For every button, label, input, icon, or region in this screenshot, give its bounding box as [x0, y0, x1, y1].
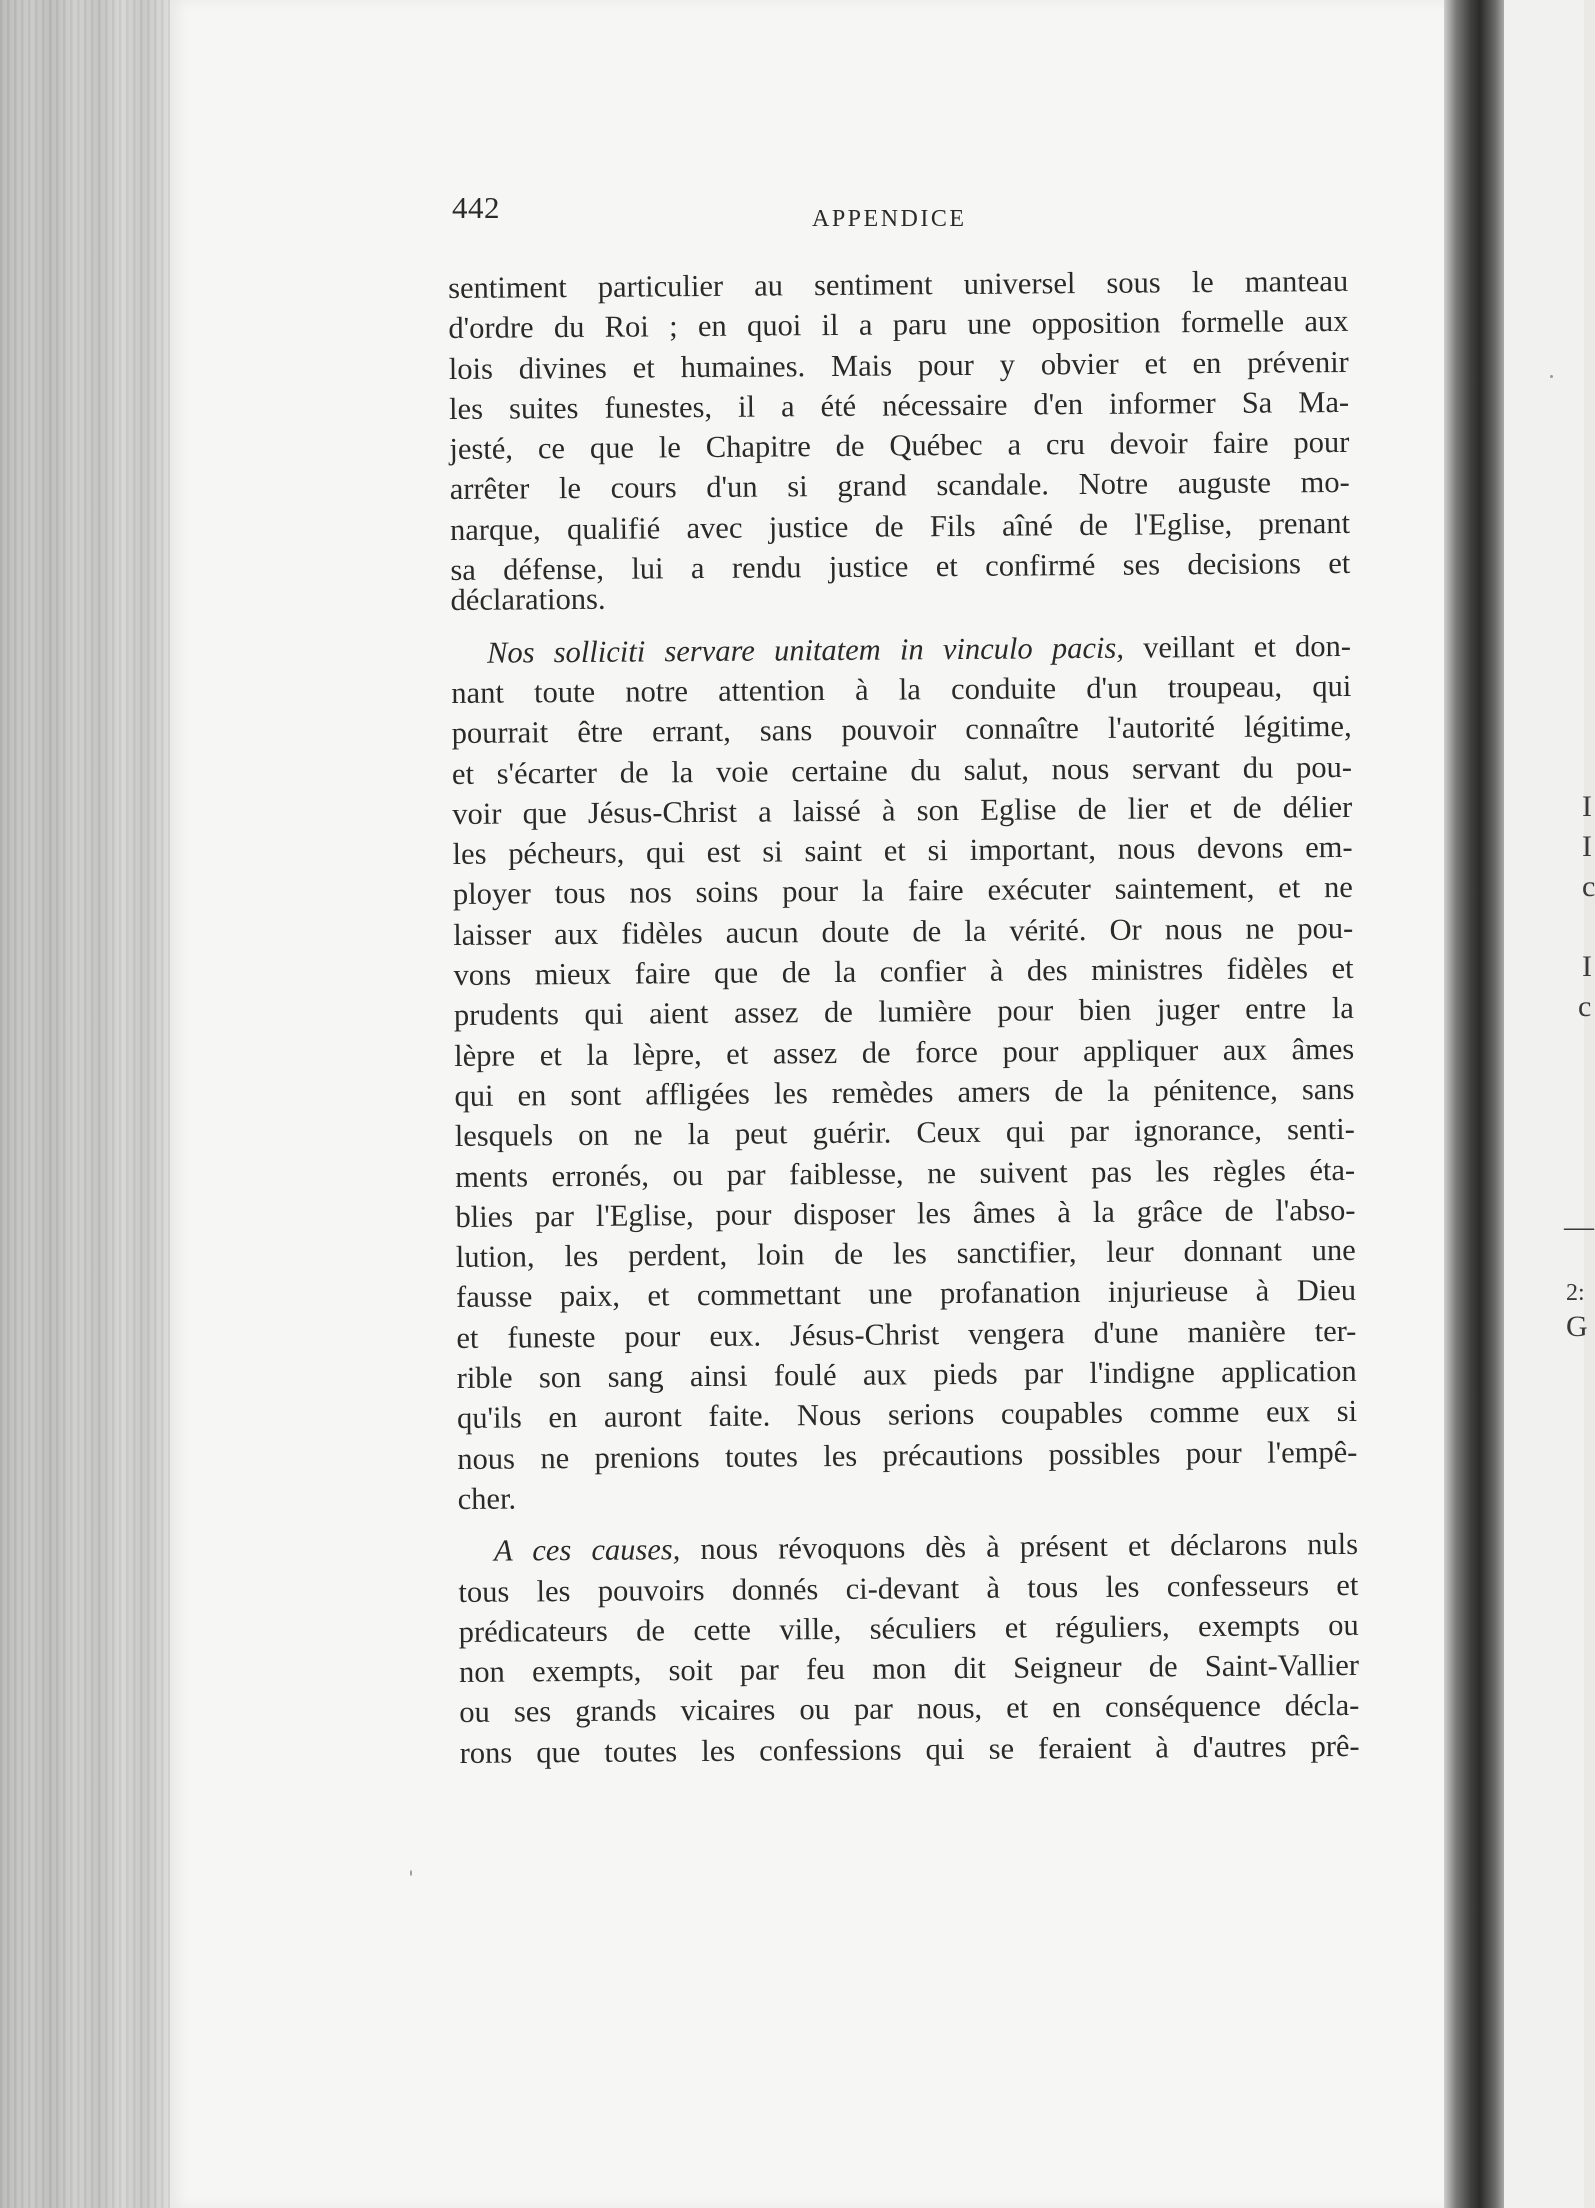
next-page-fragment: c [1578, 990, 1592, 1023]
text-line: d'ordre du Roi ; en quoi il a paru une opposition formelle aux [448, 304, 1349, 346]
text-line: lèpre et la lèpre, et assez de force pour appliquer aux âmes [454, 1031, 1355, 1073]
text-line: qui en sont affligées les remèdes amers de la pénitence, sans [454, 1071, 1355, 1113]
text-line: les suites funestes, il a été nécessaire d'en informer Sa Ma- [448, 384, 1350, 426]
line-remainder: nous révoquons dès à présent et déclarons nuls [680, 1527, 1359, 1567]
text-line: blies par l'Eglise, pour disposer les âmes à la grâce de l'abso- [455, 1192, 1356, 1234]
text-line: vons mieux faire que de la confier à des ministres fidèles et [453, 950, 1354, 993]
text-line: prudents qui aient assez de lumière pour bien juger entre la [453, 991, 1354, 1033]
text-line: ployer tous nos soins pour la faire exécuter saintement, et ne [452, 870, 1354, 912]
book-edge [0, 0, 170, 2208]
text-line: ou ses grands vicaires ou par nous, et en conséquence décla- [459, 1688, 1360, 1730]
text-line: fausse paix, et commettant une profanation injurieuse à Dieu [455, 1273, 1357, 1315]
next-page-sliver [1504, 0, 1595, 2208]
text-line: ments erronés, ou par faiblesse, ne suivent pas les règles éta- [455, 1152, 1356, 1194]
text-line: nant toute notre attention à la conduite d'un troupeau, qui [451, 668, 1352, 710]
next-page-fragment: — [1564, 1210, 1594, 1243]
text-line: rons que toutes les confessions qui se feraient à d'autres prê- [459, 1728, 1360, 1770]
text-line: voir que Jésus-Christ a laissé à son Eglise de lier et de délier [452, 789, 1353, 831]
next-page-fragment: I [1582, 950, 1592, 983]
body-text [448, 261, 1360, 1773]
line-remainder: veillant et don- [1123, 628, 1352, 665]
next-page-fragment: 2: [1566, 1280, 1585, 1306]
paragraph-first-line [451, 626, 1351, 673]
text-line: non exempts, soit par feu mon dit Seigneur de Saint-Vallier [458, 1647, 1360, 1690]
text-line: sa défense, lui a rendu justice et confirmé ses decisions et [450, 546, 1351, 588]
latin-phrase: Nos solliciti servare unitatem in vinculo pacis, [486, 630, 1125, 670]
text-line: et s'écarter de la voie certaine du salut, nous servant du pou- [451, 749, 1353, 791]
text-line: cher. [457, 1481, 517, 1516]
text-line: tous les pouvoirs donnés ci-devant à tous les confesseurs et [458, 1567, 1359, 1609]
running-title: APPENDICE [812, 206, 967, 232]
text-line: sentiment particulier au sentiment universel sous le manteau [448, 263, 1349, 305]
next-page-fragment: I [1582, 830, 1592, 863]
text-line: arrêter le cours d'un si grand scandale. Notre auguste mo- [449, 465, 1350, 507]
text-line: jesté, ce que le Chapitre de Québec a cru devoir faire pour [449, 425, 1350, 467]
page-gutter [1444, 0, 1504, 2208]
text-line: nous ne prenions toutes les précautions possibles pour l'empê- [457, 1434, 1358, 1476]
text-line: les pécheurs, qui est si saint et si important, nous devons em- [452, 830, 1353, 872]
text-line: lesquels on ne la peut guérir. Ceux qui par ignorance, senti- [454, 1112, 1355, 1154]
text-line: rible son sang ainsi foulé aux pieds par l'indigne application [456, 1353, 1357, 1395]
text-line: et funeste pour eux. Jésus-Christ vengera d'une manière ter- [456, 1313, 1357, 1355]
next-page-fragment: G [1566, 1310, 1588, 1343]
text-line: narque, qualifié avec justice de Fils aîné de l'Eglise, prenant [449, 505, 1351, 547]
scan-speck [410, 1870, 412, 1876]
text-line: déclarations. [450, 582, 606, 618]
scan-speck [1550, 375, 1553, 378]
text-line: qu'ils en auront faite. Nous serions coupables comme eux si [456, 1394, 1358, 1436]
next-page-fragment: I [1582, 790, 1592, 823]
page-number: 442 [452, 190, 500, 225]
text-line: laisser aux fidèles aucun doute de la vérité. Or nous ne pou- [453, 910, 1354, 952]
italic-lead: A ces causes, [493, 1532, 681, 1568]
next-page-fragment: c [1582, 870, 1595, 903]
text-line: lution, les perdent, loin de les sanctifier, leur donnant une [455, 1233, 1356, 1275]
paragraph-first-line [458, 1524, 1358, 1571]
text-line: prédicateurs de cette ville, séculiers et réguliers, exempts ou [458, 1607, 1359, 1649]
text-line: lois divines et humaines. Mais pour y obvier et en prévenir [448, 344, 1349, 386]
text-line: pourrait être errant, sans pouvoir connaître l'autorité légitime, [451, 709, 1352, 751]
